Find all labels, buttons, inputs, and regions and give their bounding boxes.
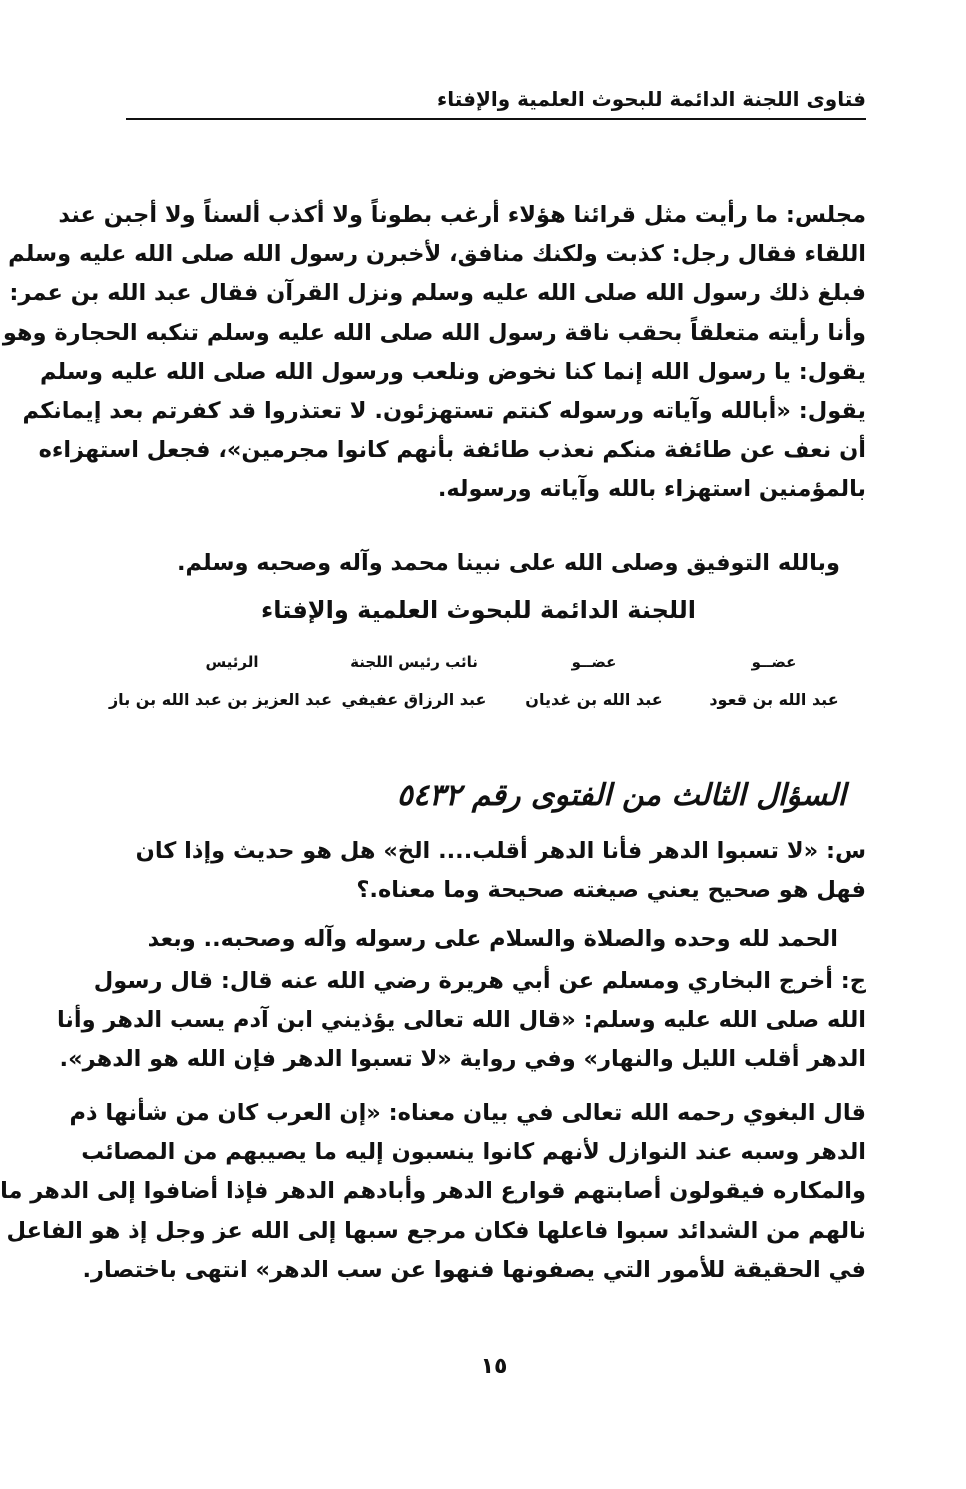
page-number: ١٥ bbox=[480, 1354, 508, 1379]
baghawi-paragraph bbox=[0, 1094, 866, 1290]
text-line: وأنا رأيته متعلقاً بحقب ناقة رسول الله صلى الله عليه وسلم تنكبه الحجارة وهو bbox=[2, 319, 866, 346]
signatory-president bbox=[108, 650, 332, 712]
question-heading: السؤال الثالث من الفتوى رقم ٥٤٣٢ bbox=[396, 778, 846, 813]
paragraph-continuation bbox=[2, 196, 866, 510]
text-line: الدهر أقلب الليل والنهار» وفي رواية «لا تسبوا الدهر فإن الله هو الدهر». bbox=[59, 1046, 866, 1073]
signatory-member bbox=[674, 650, 874, 712]
running-header bbox=[126, 84, 866, 120]
text-line: مجلس: ما رأيت مثل قرائنا هؤلاء أرغب بطوناً ولا أكذب ألسناً ولا أجبن عند bbox=[58, 202, 866, 228]
committee-name: اللجنة الدائمة للبحوث العلمية والإفتاء bbox=[261, 596, 696, 624]
text-line: نالهم من الشدائد سبوا فاعلها فكان مرجع سبها إلى الله عز وجل إذ هو الفاعل bbox=[6, 1217, 866, 1244]
text-line: في الحقيقة للأمور التي يصفونها فنهوا عن سب الدهر» انتهى باختصار. bbox=[82, 1256, 866, 1283]
signatory-vice-president bbox=[314, 650, 514, 712]
running-header-title: فتاوى اللجنة الدائمة للبحوث العلمية والإفتاء bbox=[437, 87, 866, 111]
signatory-name: عبد الرزاق عفيفي bbox=[341, 690, 487, 709]
text-line: بالمؤمنين استهزاء بالله وآياته ورسوله. bbox=[437, 476, 866, 503]
question-paragraph bbox=[122, 832, 866, 910]
text-line: الدهر وسبه عند النوازل لأنهم كانوا ينسبون إليه ما يصيبهم من المصائب bbox=[81, 1139, 866, 1166]
signatory-role: نائب رئيس اللجنة bbox=[350, 653, 478, 671]
text-line: فبلغ ذلك رسول الله صلى الله عليه وسلم ونزل القرآن فقال عبد الله بن عمر: bbox=[9, 280, 866, 307]
text-line: الحمد لله وحده والصلاة والسلام على رسوله وآله وصحبه.. وبعد bbox=[147, 926, 838, 952]
signatory-role: الرئيس bbox=[205, 653, 259, 671]
signatory-member bbox=[494, 650, 694, 712]
text-line: يقول: «أبالله وآياته ورسوله كنتم تستهزئون. لا تعتذروا قد كفرتم بعد إيمانكم bbox=[22, 398, 866, 425]
text-line: أن نعف عن طائفة منكم نعذب طائفة بأنهم كانوا مجرمين»، فجعل استهزاءه bbox=[38, 437, 866, 464]
text-line: ج: أخرج البخاري ومسلم عن أبي هريرة رضي الله عنه قال: قال رسول bbox=[93, 968, 866, 994]
text-line: والمكاره فيقولون أصابتهم قوارع الدهر وأبادهم الدهر فإذا أضافوا إلى الدهر ما bbox=[0, 1178, 866, 1205]
text-line: فهل هو صحيح يعني صيغته صحيحة وما معناه.؟ bbox=[356, 877, 866, 904]
answer-paragraph bbox=[56, 962, 866, 1080]
signatory-role: عضــو bbox=[571, 653, 617, 671]
text-line: اللقاء فقال رجل: كذبت ولكنك منافق، لأخبرن رسول الله صلى الله عليه وسلم bbox=[8, 241, 866, 268]
text-line: الله صلى الله عليه وسلم: «قال الله تعالى يؤذيني ابن آدم يسب الدهر وأنا bbox=[56, 1007, 866, 1034]
signatory-role: عضــو bbox=[751, 653, 797, 671]
text-line: يقول: يا رسول الله إنما كنا نخوض ونلعب ورسول الله صلى الله عليه وسلم bbox=[40, 358, 866, 385]
signatory-name: عبد العزيز بن عبد الله بن باز bbox=[108, 690, 332, 709]
closing-line: وبالله التوفيق وصلى الله على نبينا محمد وآله وصحبه وسلم. bbox=[176, 550, 840, 576]
signatory-name: عبد الله بن غديان bbox=[525, 690, 663, 709]
praise-line bbox=[122, 920, 838, 959]
text-line: س: «لا تسبوا الدهر فأنا الدهر أقلب.... الخ» هل هو حديث وإذا كان bbox=[135, 838, 866, 864]
signatory-name: عبد الله بن قعود bbox=[709, 690, 839, 709]
text-line: قال البغوي رحمه الله تعالى في بيان معناه: «إن العرب كان من شأنها ذم bbox=[69, 1100, 866, 1126]
